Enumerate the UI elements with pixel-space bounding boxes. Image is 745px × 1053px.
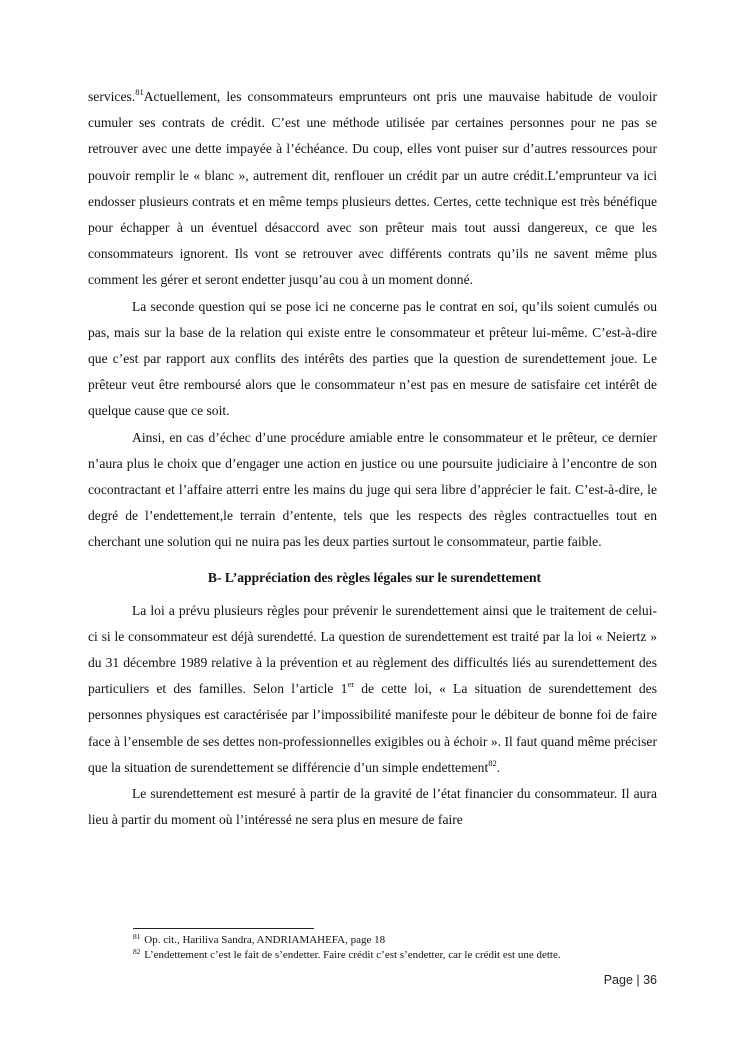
paragraph-text: de cette loi, « La situation de surendettement des personnes physiques est caractérisée par l’impossibilité manifeste pour le débiteur de bonne foi de faire face à l’ensemble de ses dettes non-professionnelles exigibles ou à échoir ». Il faut quand même préciser que la situation de surendettement se différencie d’un simple endettement — [88, 681, 657, 775]
footnote — [133, 948, 673, 963]
paragraph — [88, 84, 657, 294]
footnote-text: L’endettement c’est le fait de s’endetter. Faire crédit c’est s’endetter, car le crédit est une dette. — [141, 949, 561, 961]
page-number: Page | 36 — [603, 973, 657, 987]
paragraph-text: Ainsi, en cas d’échec d’une procédure amiable entre le consommateur et le prêteur, ce dernier n’aura plus le choix que d’engager une action en justice ou une poursuite judiciaire à l’encontre de son cocontractant et l’affaire atterri entre les mains du juge qui sera libre d’apprécier le fait. C’est-à-dire, le degré de l’endettement,le terrain d’entente, tels que les respects des règles contractuelles tout en cherchant une solution qui ne nuira pas les deux parties surtout le consommateur, partie faible. — [88, 429, 657, 550]
footnote-separator — [133, 928, 314, 929]
paragraph-text: La loi a prévu plusieurs règles pour prévenir le surendettement ainsi que le traitement de celui-ci si le consommateur est déjà surendetté. La question de surendettement est traité par la loi « Neiertz » du 31 décembre 1989 relative à la prévention et au règlement des difficultés liés au surendettement des particuliers et des familles. Selon l’article 1 — [88, 602, 657, 697]
paragraph-text: . — [496, 759, 501, 775]
paragraph-text: Le surendettement est mesuré à partir de la gravité de l’état financier du consommateur. Il aura lieu à partir du moment où l’intéressé ne sera plus en mesure de faire — [88, 786, 657, 828]
body-text — [88, 84, 657, 833]
paragraph — [88, 598, 657, 781]
footnote-number: 82 — [133, 947, 141, 956]
footnote-reference: er — [347, 679, 355, 690]
paragraphs-after — [88, 598, 657, 834]
section-heading: B- L’appréciation des règles légales sur le surendettement — [207, 569, 542, 585]
footnote — [133, 933, 673, 948]
footnote-number: 81 — [133, 932, 141, 941]
footnote-reference: 81 — [135, 87, 144, 97]
paragraph-text: Actuellement, les consommateurs emprunteurs ont pris une mauvaise habitude de vouloir cumuler ses contrats de crédit. C’est une méthode utilisée par certaines personnes pour ne pas se retrouver avec une dette impayée à l’échéance. Du coup, elles vont puiser sur d’autres ressources pour pouvoir remplir le « blanc », autrement dit, renflouer un crédit par un autre crédit.L’emprunteur va ici endosser plusieurs contrats et en même temps plusieurs dettes. Certes, cette technique est très bénéfique pour échapper à un éventuel désaccord avec son prêteur mais tout aussi dangereux, ce que les consommateurs ignorent. Ils vont se retrouver avec différents contrats qu’ils ne savent même plus comment les gérer et seront endetter jusqu’au cou à un moment donné. — [88, 89, 657, 288]
paragraph-text: La seconde question qui se pose ici ne concerne pas le contrat en soi, qu’ils soient cumulés ou pas, mais sur la base de la relation qui existe entre le consommateur et prêteur lui-même. C’est-à-dire que c’est par rapport aux conflits des intérêts des parties que la question de surendettement joue. Le prêteur veut être remboursé alors que le consommateur n’est pas en mesure de satisfaire cet intérêt de quelque cause que ce soit. — [88, 298, 657, 419]
footnote-text: Op. cit., Hariliva Sandra, ANDRIAMAHEFA, page 18 — [141, 934, 386, 946]
footnotes — [133, 933, 673, 963]
paragraph — [88, 781, 657, 833]
paragraph-text: services. — [88, 89, 136, 104]
paragraph — [88, 294, 657, 425]
paragraphs-before — [88, 84, 657, 556]
footnote-reference: 82 — [488, 757, 497, 768]
paragraph — [88, 425, 657, 556]
